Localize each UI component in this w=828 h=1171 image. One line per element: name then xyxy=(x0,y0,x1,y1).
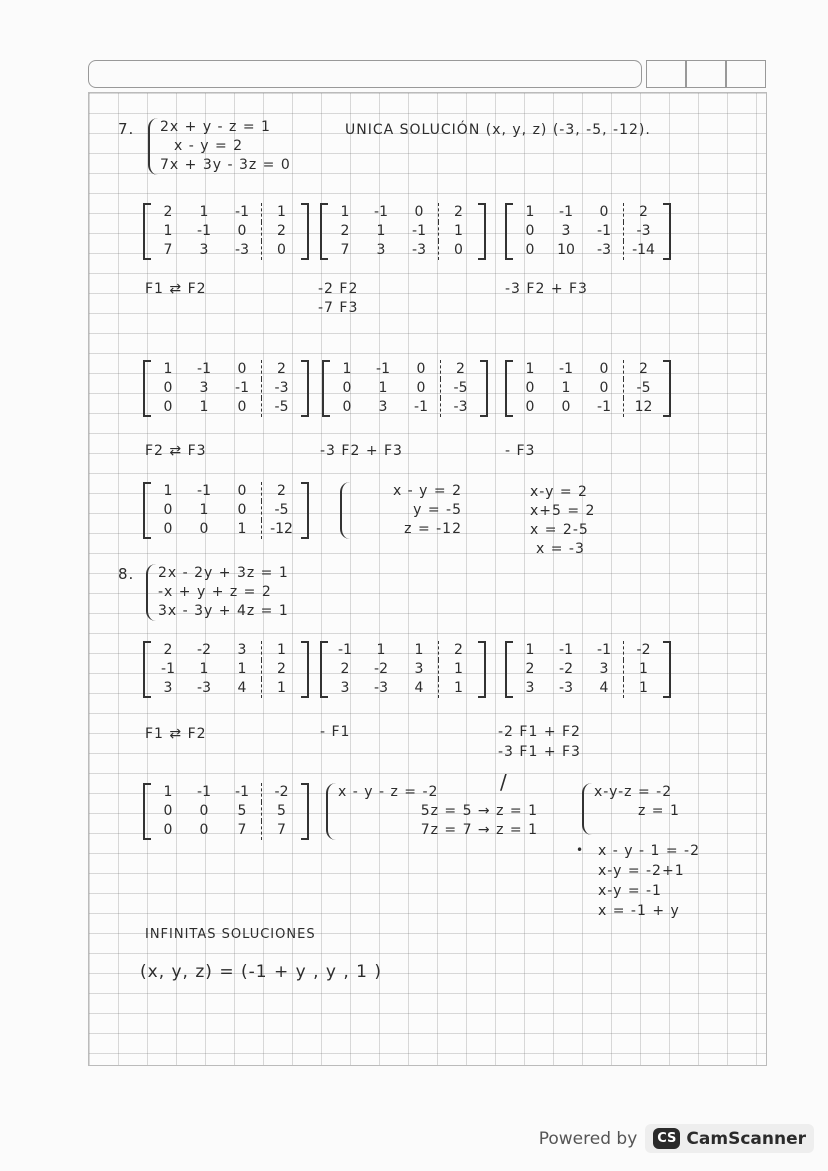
matrix-cell: -5 xyxy=(440,379,480,398)
matrix-cell: 0 xyxy=(163,380,173,396)
matrix-cell: 0 xyxy=(261,241,301,260)
row-operation: F2 ⇄ F3 xyxy=(145,443,207,459)
matrix-cell: 1 xyxy=(525,642,535,658)
matrix-cell: 3 xyxy=(199,242,209,258)
matrix-cell: 2 xyxy=(438,641,478,660)
matrix-cell: 1 xyxy=(525,204,535,220)
header-box xyxy=(726,60,766,88)
row-operation: F1 ⇄ F2 xyxy=(145,281,207,297)
final-system xyxy=(340,482,462,539)
matrix-cell: 2 xyxy=(438,203,478,222)
matrix-cell: -1 xyxy=(376,361,390,377)
matrix-cell: 2 xyxy=(623,203,663,222)
equation: x-y = -2+1 xyxy=(598,863,685,879)
matrix-cell: -1 xyxy=(197,361,211,377)
row-operation: -7 F3 xyxy=(318,300,359,316)
matrix-cell: 4 xyxy=(414,680,424,696)
matrix-cell: -1 xyxy=(235,204,249,220)
equation: 7x + 3y - 3z = 0 xyxy=(160,157,291,173)
matrix-cell: 1 xyxy=(199,204,209,220)
matrix-cell: 1 xyxy=(378,380,388,396)
matrix-cell: 0 xyxy=(163,803,173,819)
row-operation: -2 F1 + F2 xyxy=(498,724,581,740)
matrix-cell: 7 xyxy=(163,242,173,258)
matrix xyxy=(322,360,488,417)
matrix-cell: -1 xyxy=(559,642,573,658)
matrix-cell: 0 xyxy=(414,204,424,220)
equation: 5z = 5 → z = 1 xyxy=(420,803,538,819)
matrix-cell: -5 xyxy=(623,379,663,398)
matrix-cell: -3 xyxy=(374,680,388,696)
matrix-cell: 2 xyxy=(440,360,480,379)
matrix-cell: 2 xyxy=(261,222,301,241)
matrix-cell: 1 xyxy=(261,203,301,222)
matrix-cell: 2 xyxy=(525,661,535,677)
matrix-cell: 1 xyxy=(438,679,478,698)
matrix-cell: -1 xyxy=(374,204,388,220)
matrix-cell: 2 xyxy=(340,223,350,239)
matrix-cell: 0 xyxy=(342,380,352,396)
matrix-cell: 1 xyxy=(199,661,209,677)
camscanner-logo-icon: CS xyxy=(653,1128,680,1149)
matrix-cell: 1 xyxy=(340,204,350,220)
matrix-cell: 3 xyxy=(199,380,209,396)
check-mark: / xyxy=(500,770,508,794)
matrix-cell: 1 xyxy=(199,399,209,415)
page-header-bar xyxy=(88,60,642,88)
equation: x-y = -1 xyxy=(598,883,662,899)
matrix-cell: -5 xyxy=(261,501,301,520)
row-operation: - F3 xyxy=(505,443,536,459)
matrix-cell: -1 xyxy=(197,223,211,239)
matrix-cell: -1 xyxy=(597,642,611,658)
matrix-cell: 1 xyxy=(163,361,173,377)
camscanner-brand xyxy=(645,1124,814,1153)
solution-note: UNICA SOLUCIÓN (x, y, z) (-3, -5, -12). xyxy=(345,122,651,138)
equation: x - y = 2 xyxy=(174,138,244,154)
matrix-cell: 0 xyxy=(237,399,247,415)
equation: x - y - 1 = -2 xyxy=(598,843,700,859)
general-solution: (x, y, z) = (-1 + y , y , 1 ) xyxy=(140,962,383,982)
equation: x - y = 2 xyxy=(392,483,462,499)
matrix-cell: 7 xyxy=(261,821,301,840)
matrix-cell: 0 xyxy=(237,223,247,239)
matrix-cell: -3 xyxy=(197,680,211,696)
matrix-cell: 0 xyxy=(342,399,352,415)
matrix-cell: 4 xyxy=(599,680,609,696)
matrix-cell: 5 xyxy=(261,802,301,821)
matrix xyxy=(505,641,671,698)
matrix-cell: 7 xyxy=(340,242,350,258)
matrix-cell: -1 xyxy=(235,784,249,800)
powered-by-text: Powered by xyxy=(538,1128,638,1149)
row-operation: -2 F2 xyxy=(318,281,359,297)
matrix-cell: -3 xyxy=(559,680,573,696)
matrix-cell: 0 xyxy=(599,380,609,396)
matrix-cell: 4 xyxy=(237,680,247,696)
matrix xyxy=(143,203,309,260)
matrix-cell: -1 xyxy=(559,204,573,220)
matrix-cell: -5 xyxy=(261,398,301,417)
matrix-cell: -12 xyxy=(261,520,301,539)
matrix-cell: 1 xyxy=(414,642,424,658)
problem-7-system xyxy=(148,118,291,175)
matrix xyxy=(320,203,486,260)
matrix-cell: 0 xyxy=(163,502,173,518)
matrix-cell: 0 xyxy=(525,380,535,396)
problem-8-system xyxy=(146,564,289,621)
matrix xyxy=(505,360,671,417)
matrix-cell: -3 xyxy=(412,242,426,258)
equation: 7z = 7 → z = 1 xyxy=(420,822,538,838)
matrix-cell: 1 xyxy=(261,641,301,660)
matrix xyxy=(143,482,309,539)
row-operation: F1 ⇄ F2 xyxy=(145,726,207,742)
row-operation: - F1 xyxy=(320,724,351,740)
matrix-cell: 3 xyxy=(414,661,424,677)
matrix-cell: 0 xyxy=(525,242,535,258)
matrix-cell: 0 xyxy=(599,361,609,377)
back-substitution xyxy=(598,841,700,921)
equation: y = -5 xyxy=(413,502,462,518)
equation: x+5 = 2 xyxy=(530,503,596,519)
matrix-cell: -1 xyxy=(197,483,211,499)
bullet-icon: • xyxy=(576,843,585,857)
matrix-cell: -1 xyxy=(559,361,573,377)
matrix-cell: -1 xyxy=(235,380,249,396)
problem-8-label: 8. xyxy=(118,565,135,583)
matrix-cell: 1 xyxy=(163,483,173,499)
matrix-cell: 1 xyxy=(261,679,301,698)
matrix-cell: 0 xyxy=(199,803,209,819)
matrix-cell: 1 xyxy=(438,222,478,241)
equation: z = -12 xyxy=(404,521,462,537)
matrix-cell: -2 xyxy=(261,783,301,802)
matrix-cell: -3 xyxy=(440,398,480,417)
matrix-cell: -3 xyxy=(597,242,611,258)
matrix-cell: 1 xyxy=(376,642,386,658)
equation: x - y - z = -2 xyxy=(338,784,439,800)
matrix-cell: 0 xyxy=(199,822,209,838)
matrix-cell: 3 xyxy=(376,242,386,258)
matrix-cell: 1 xyxy=(163,784,173,800)
matrix-cell: 3 xyxy=(237,642,247,658)
matrix-cell: 1 xyxy=(438,660,478,679)
matrix-cell: 1 xyxy=(199,502,209,518)
matrix-cell: -1 xyxy=(161,661,175,677)
matrix-cell: 1 xyxy=(623,679,663,698)
matrix xyxy=(143,783,309,840)
matrix-cell: 0 xyxy=(163,822,173,838)
matrix-cell: 0 xyxy=(237,361,247,377)
matrix-cell: 0 xyxy=(163,399,173,415)
matrix-cell: 1 xyxy=(561,380,571,396)
matrix-cell: 0 xyxy=(163,521,173,537)
matrix-cell: -1 xyxy=(338,642,352,658)
matrix-cell: 2 xyxy=(163,642,173,658)
back-substitution xyxy=(530,483,595,559)
equation: -x + y + z = 2 xyxy=(158,584,272,600)
matrix-cell: -3 xyxy=(623,222,663,241)
matrix-cell: -3 xyxy=(235,242,249,258)
matrix xyxy=(320,641,486,698)
equation: x-y = 2 xyxy=(530,484,588,500)
matrix-cell: 5 xyxy=(237,803,247,819)
matrix-cell: -2 xyxy=(559,661,573,677)
matrix-cell: 0 xyxy=(525,223,535,239)
matrix-cell: 3 xyxy=(561,223,571,239)
equation: x-y-z = -2 xyxy=(594,784,673,800)
matrix-cell: 3 xyxy=(599,661,609,677)
equation: x = -1 + y xyxy=(598,903,680,919)
matrix-cell: 1 xyxy=(237,521,247,537)
matrix-cell: -14 xyxy=(623,241,663,260)
matrix-cell: 0 xyxy=(416,380,426,396)
matrix-cell: 0 xyxy=(599,204,609,220)
matrix-cell: -2 xyxy=(374,661,388,677)
matrix-cell: 0 xyxy=(525,399,535,415)
header-box xyxy=(686,60,726,88)
matrix xyxy=(143,641,309,698)
matrix-cell: 3 xyxy=(340,680,350,696)
row-operation: -3 F2 + F3 xyxy=(505,281,588,297)
matrix-cell: 1 xyxy=(525,361,535,377)
matrix-cell: 3 xyxy=(163,680,173,696)
matrix-cell: -1 xyxy=(197,784,211,800)
matrix-cell: -1 xyxy=(414,399,428,415)
matrix-cell: 2 xyxy=(261,360,301,379)
matrix xyxy=(505,203,671,260)
row-operation: -3 F1 + F3 xyxy=(498,744,581,760)
matrix-cell: 2 xyxy=(261,482,301,501)
matrix-cell: 1 xyxy=(623,660,663,679)
problem-7-label: 7. xyxy=(118,120,135,138)
matrix-cell: 3 xyxy=(525,680,535,696)
matrix-cell: 2 xyxy=(163,204,173,220)
equation: 2x + y - z = 1 xyxy=(160,119,271,135)
matrix-cell: 2 xyxy=(261,660,301,679)
matrix xyxy=(143,360,309,417)
matrix-cell: 1 xyxy=(376,223,386,239)
matrix-cell: 1 xyxy=(237,661,247,677)
matrix-cell: 2 xyxy=(623,360,663,379)
matrix-cell: -1 xyxy=(597,399,611,415)
matrix-cell: 0 xyxy=(438,241,478,260)
equation: x = -3 xyxy=(536,541,585,557)
matrix-cell: 7 xyxy=(237,822,247,838)
matrix-cell: 1 xyxy=(342,361,352,377)
equation: 2x - 2y + 3z = 1 xyxy=(158,565,289,581)
conclusion: INFINITAS SOLUCIONES xyxy=(145,927,316,942)
row-operation: -3 F2 + F3 xyxy=(320,443,403,459)
matrix-cell: 0 xyxy=(199,521,209,537)
matrix-cell: -1 xyxy=(597,223,611,239)
equation: 3x - 3y + 4z = 1 xyxy=(158,603,289,619)
matrix-cell: 2 xyxy=(340,661,350,677)
matrix-cell: 3 xyxy=(378,399,388,415)
matrix-cell: 0 xyxy=(416,361,426,377)
equation: z = 1 xyxy=(638,803,680,819)
matrix-cell: 1 xyxy=(163,223,173,239)
reduced-system xyxy=(582,783,680,835)
matrix-cell: -2 xyxy=(623,641,663,660)
matrix-cell: 0 xyxy=(237,483,247,499)
matrix-cell: 10 xyxy=(557,242,575,258)
matrix-cell: -2 xyxy=(197,642,211,658)
matrix-cell: -3 xyxy=(261,379,301,398)
camscanner-watermark xyxy=(539,1124,814,1153)
matrix-cell: 0 xyxy=(237,502,247,518)
equation: x = 2-5 xyxy=(530,522,589,538)
brand-name: CamScanner xyxy=(686,1128,806,1149)
matrix-cell: -1 xyxy=(412,223,426,239)
header-box xyxy=(646,60,686,88)
matrix-cell: 0 xyxy=(561,399,571,415)
matrix-cell: 12 xyxy=(623,398,663,417)
